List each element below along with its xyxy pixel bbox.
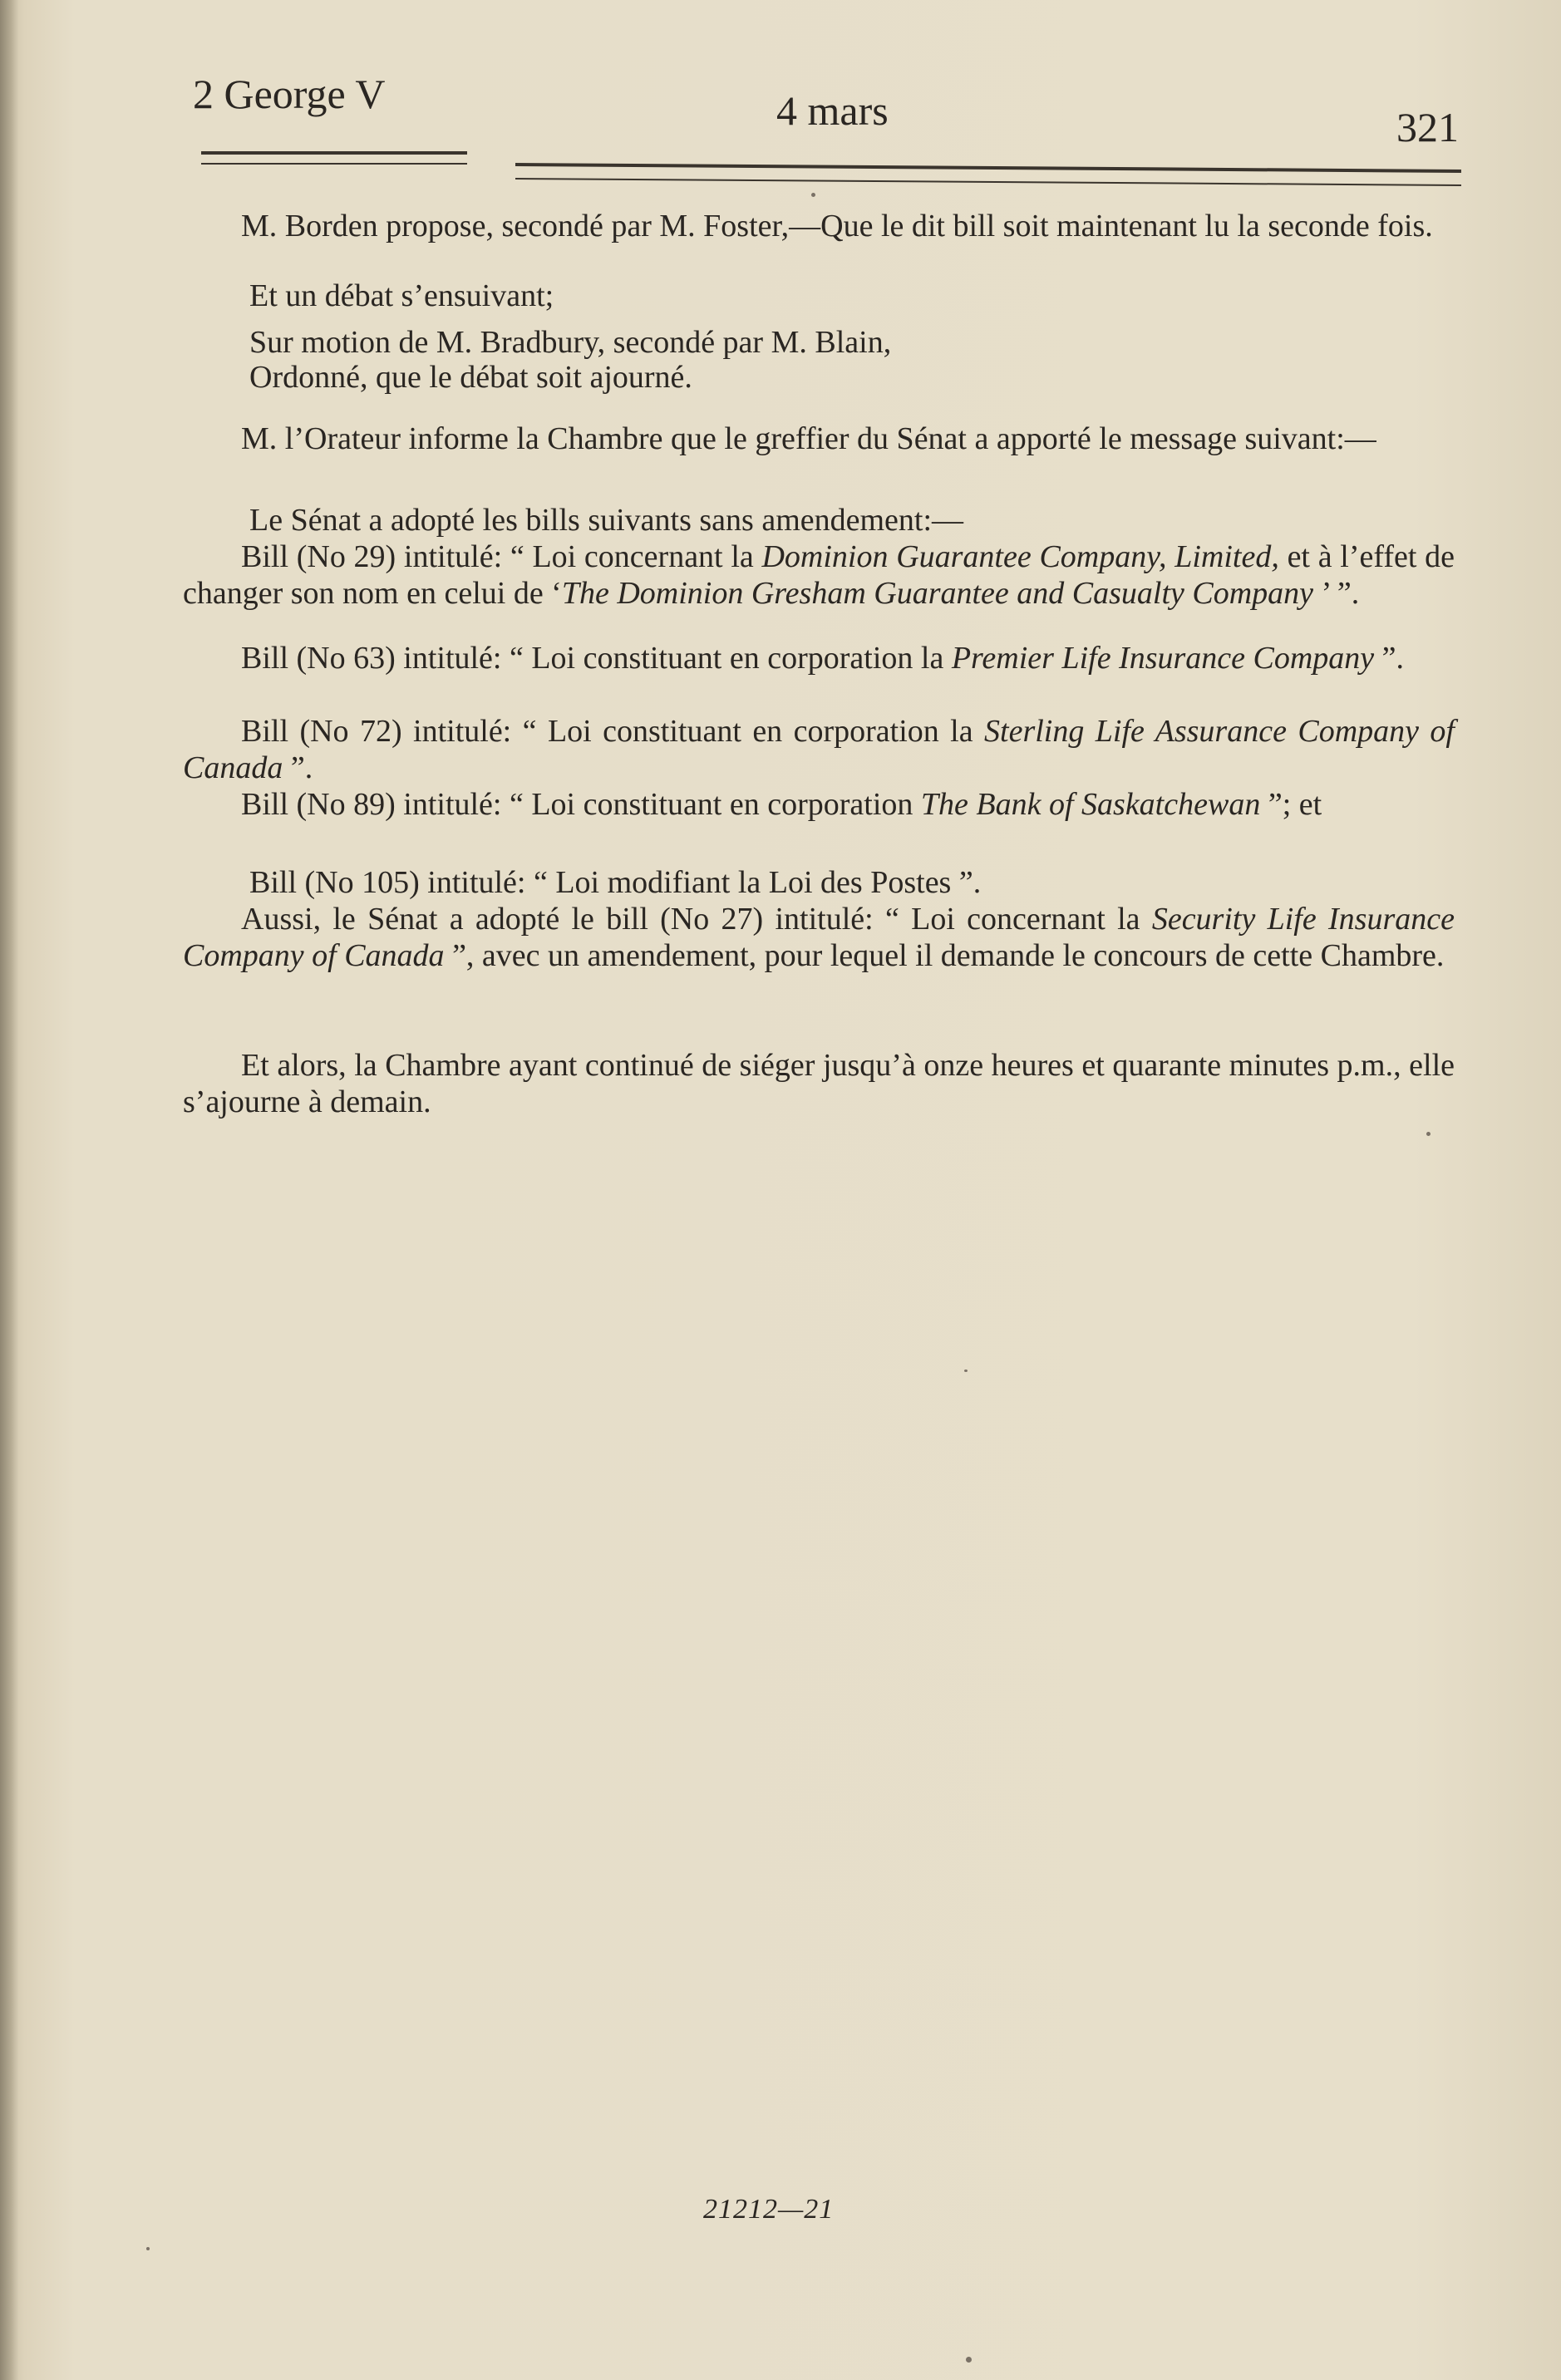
binding-edge — [0, 0, 18, 2380]
bill-63: Bill (No 63) intitulé: “ Loi constituant en corporation la Premier Life Insurance Company ”. — [241, 641, 1405, 676]
header-rule-left-thin — [201, 163, 467, 165]
paragraph-adjournment: Et alors, la Chambre ayant continué de siéger jusqu’à onze heures et quarante minutes p.m., elle s’ajourne à demain. — [183, 1048, 1455, 1119]
page-number: 321 — [1396, 104, 1459, 150]
header-rule-right-thin — [515, 178, 1461, 186]
paragraph-senate-adopted: Le Sénat a adopté les bills suivants sans amendement:— — [249, 503, 964, 538]
paper-speck — [146, 2247, 150, 2250]
paragraph-senate-message: M. l’Orateur informe la Chambre que le greffier du Sénat a apporté le message suivant:— — [241, 421, 1376, 456]
paragraph-ordered: Ordonné, que le débat soit ajourné. — [249, 360, 692, 395]
signature-mark: 21212—21 — [703, 2194, 835, 2225]
paper-speck — [964, 1369, 968, 1372]
bill-29: Bill (No 29) intitulé: “ Loi concernant la Dominion Guarantee Company, Limited, et à l’effet de changer son nom en celui de ‘The Dominion Gresham Guarantee and Casualty Company ’ ”. — [183, 539, 1455, 611]
paragraph-debate: Et un débat s’ensuivant; — [249, 278, 554, 313]
company-name: Sterling Life Assurance Company of Canada — [183, 714, 1455, 785]
company-name: The Dominion Gresham Guarantee and Casualty Company — [561, 576, 1314, 611]
paragraph-motion: Sur motion de M. Bradbury, secondé par M. Blain, — [249, 325, 892, 360]
paper-speck — [966, 2357, 972, 2363]
paper-speck — [1426, 1132, 1431, 1136]
regnal-year: 2 George V — [193, 71, 386, 117]
bill-72: Bill (No 72) intitulé: “ Loi constituant en corporation la Sterling Life Assurance Company of Canada ”. — [183, 714, 1455, 785]
bill-89: Bill (No 89) intitulé: “ Loi constituant en corporation The Bank of Saskatchewan ”; et — [241, 787, 1322, 822]
page-date: 4 mars — [776, 87, 889, 134]
company-name: Premier Life Insurance Company — [951, 641, 1375, 676]
bill-27: Aussi, le Sénat a adopté le bill (No 27) intitulé: “ Loi concernant la Security Life Insurance Company of Canada ”, avec un amendement, pour lequel il demande le concours de cette Chambre. — [183, 902, 1455, 973]
company-name: The Bank of Saskatchewan — [920, 787, 1261, 822]
paragraph-second-reading: M. Borden propose, secondé par M. Foster,—Que le dit bill soit maintenant lu la seconde fois. — [241, 209, 1433, 243]
company-name: Dominion Guarantee Company, Limited, — [761, 539, 1279, 574]
company-name: Security Life Insurance Company of Canada — [183, 902, 1455, 973]
header-rule-right — [515, 163, 1461, 173]
header-rule-left — [201, 151, 467, 155]
paper-speck — [811, 193, 815, 197]
bill-105: Bill (No 105) intitulé: “ Loi modifiant la Loi des Postes ”. — [249, 865, 982, 900]
